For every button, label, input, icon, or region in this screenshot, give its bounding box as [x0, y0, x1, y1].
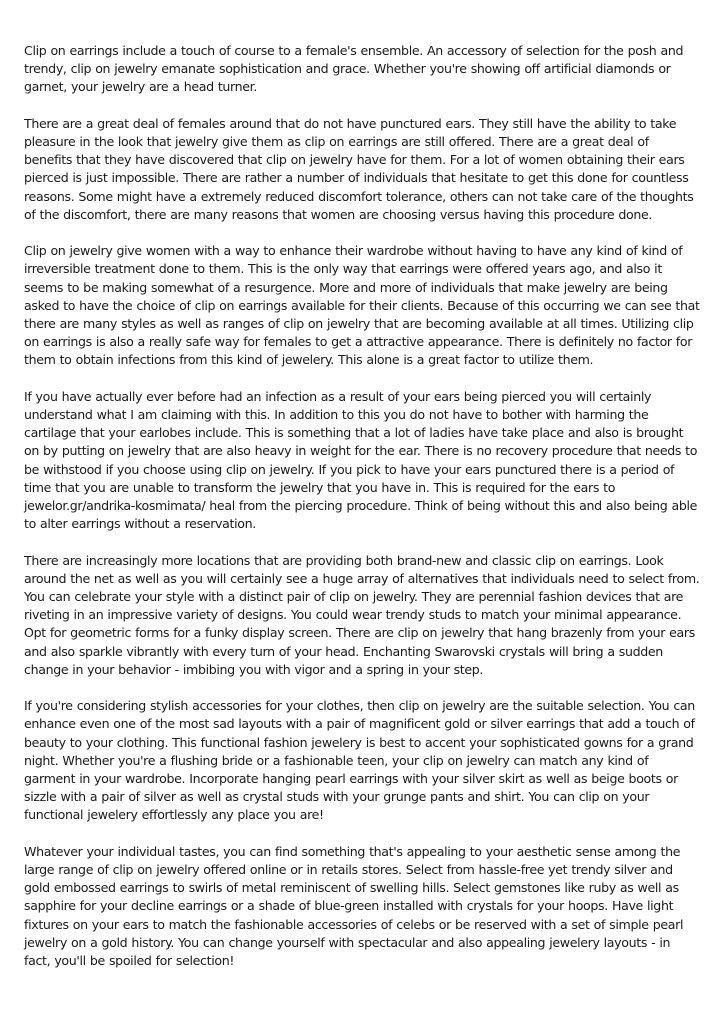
paragraph-3: Clip on jewelry give women with a way to enhance their wardrobe without having to have any kind of kind of irreversible treatment done to them. This is the only way that earrings were offered years ago, and also it seems to be making somewhat of a resurgence. More and more of individuals that make jewelry are being asked to have the choice of clip on earrings available for their clients. Because of this occurring we can see that there are many styles as well as ranges of clip on jewelry that are becoming available at all times. Utilizing clip on earrings is also a really safe way for females to get a attractive appearance. There is definitely no factor for them to obtain infections from this kind of jewelery. This alone is a great factor to utilize them.	[24, 243, 700, 368]
paragraph-7: Whatever your individual tastes, you can find something that's appealing to your aesthetic sense among the large range of clip on jewelry offered online or in retails stores. Select from hassle-free yet trendy silver and gold embossed earrings to swirls of metal reminiscent of swelling hills. Select gemstones like ruby as well as sapphire for your decline earrings or a shade of blue-green installed with crystals for your hoops. Have light fixtures on your ears to match the fashionable accessories of celebs or be reserved with a set of simple pearl jewelry on a gold history. You can change yourself with spectacular and also appealing jewelery layouts - in fact, you'll be spoiled for selection!	[24, 843, 684, 969]
paragraph-5: There are increasingly more locations that are providing both brand-new and classic clip on earrings. Look around the net as well as you will certainly see a huge array of alternatives that individuals need to select from. You can celebrate your style with a distinct pair of clip on jewelry. They are perennial fashion devices that are riveting in an impressive variety of designs. You could wear trendy studs to match your minimal appearance. Opt for geometric forms for a funky display screen. There are clip on jewelry that hang brazenly from your ears and also sparkle vibrantly with every turn of your head. Enchanting Swarovski crystals will bring a sudden change in your behavior - imbibing you with vigor and a spring in your step.	[24, 552, 700, 677]
article-body	[24, 42, 700, 988]
paragraph-1: Clip on earrings include a touch of course to a female's ensemble. An accessory of selection for the posh and trendy, clip on jewelry emanate sophistication and grace. Whether you're showing off artificial diamonds or garnet, your jewelry are a head turner.	[24, 43, 684, 95]
paragraph-6: If you're considering stylish accessories for your clothes, then clip on jewelry are the suitable selection. You can enhance even one of the most sad layouts with a pair of magnificent gold or silver earrings that add a touch of beauty to your clothing. This functional fashion jewelery is best to accent your sophisticated gowns for a grand night. Whether you're a flushing bride or a fashionable teen, your clip on jewelry can match any kind of garment in your wardrobe. Incorporate hanging pearl earrings with your silver skirt as well as beige boots or sizzle with a pair of silver as well as crystal studs with your grunge pants and shirt. You can clip on your functional jewelery effortlessly any place you are!	[24, 698, 695, 823]
paragraph-2: There are a great deal of females around that do not have punctured ears. They still have the ability to take pleasure in the look that jewelry give them as clip on earrings are still offered. There are a great deal of benefits that they have discovered that clip on jewelry have for them. For a lot of women obtaining their ears pierced is just impossible. There are rather a number of individuals that hesitate to get this done for countless reasons. Some might have a extremely reduced discomfort tolerance, others can not take care of the thoughts of the discomfort, there are many reasons that women are choosing versus having this procedure done.	[24, 115, 694, 222]
paragraph-4: If you have actually ever before had an infection as a result of your ears being pierced you will certainly understand what I am claiming with this. In addition to this you do not have to bother with harming the cartilage that your earlobes include. This is something that a lot of ladies have take place and also is brought on by putting on jewelry that are also heavy in weight for the ear. There is no recovery procedure that needs to be withstood if you choose using clip on jewelry. If you pick to have your ears punctured there is a period of time that you are unable to transform the jewelry that you have in. This is required for the ears to jewelor.gr/andrika-kosmimata/ heal from the piercing procedure. Think of being without this and also being able to alter earrings without a reservation.	[24, 388, 698, 532]
